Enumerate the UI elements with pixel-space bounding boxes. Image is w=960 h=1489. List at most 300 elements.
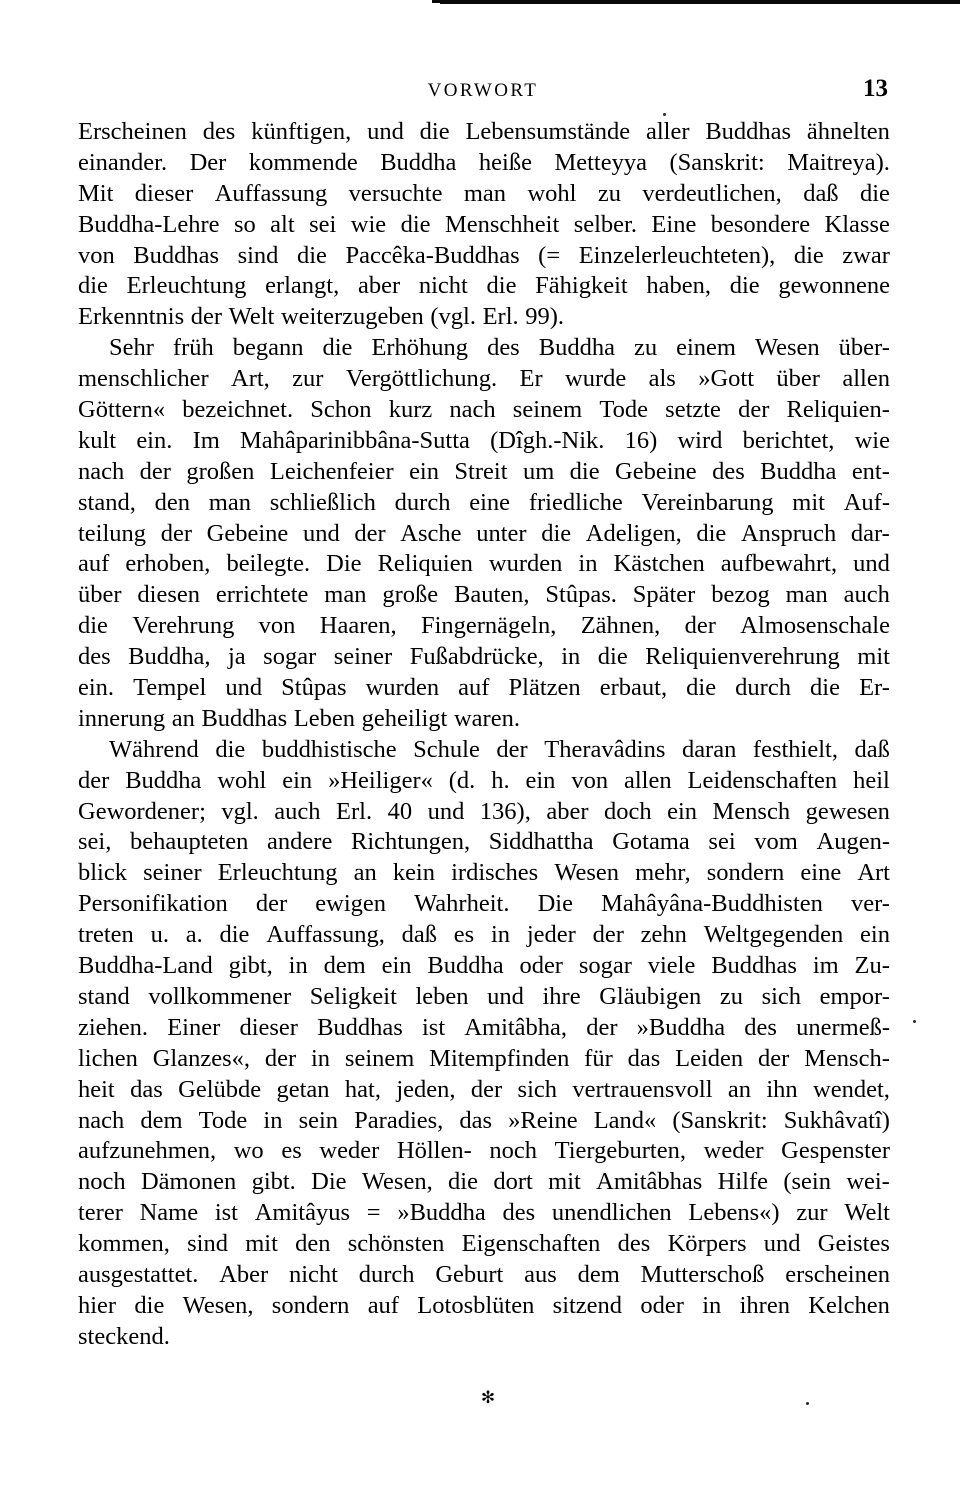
word: und: [763, 1230, 801, 1258]
word: aufzunehmen,: [78, 1137, 217, 1165]
word: weiterzugeben: [280, 303, 424, 331]
word: sich: [517, 1075, 558, 1103]
word: Reliquien: [377, 550, 473, 578]
word: aus: [524, 1260, 557, 1288]
word: weder: [703, 1137, 764, 1165]
word: sondern: [271, 1291, 350, 1319]
word: Theravâdins: [544, 735, 666, 763]
word: ewigen: [315, 890, 387, 918]
word: »Heiliger«: [328, 766, 433, 794]
word: unendlichen: [551, 1199, 672, 1227]
word: Buddha-Lehre: [78, 210, 220, 238]
word: die: [134, 1291, 165, 1319]
running-head-title: VORWORT: [427, 80, 539, 101]
word: Anspruch: [740, 519, 837, 547]
word: ein.: [78, 674, 115, 702]
word: heil: [853, 766, 890, 794]
text-line: [78, 611, 890, 642]
word: Erhöhung: [371, 334, 469, 362]
word: des: [202, 118, 236, 145]
word: die: [793, 241, 824, 269]
word: Menschheit: [444, 210, 560, 238]
word: wie: [854, 426, 890, 454]
word: (vgl.: [430, 303, 476, 331]
word: man: [324, 581, 367, 609]
word: jeder: [526, 921, 576, 949]
word: gibt.: [251, 1168, 296, 1196]
word: kommende: [248, 148, 358, 176]
word: Buddhas: [201, 704, 288, 732]
body-text-block: [78, 117, 890, 1353]
word: aller: [645, 118, 690, 145]
word: sitzend: [552, 1291, 623, 1319]
word: Almosenschale: [740, 612, 890, 640]
word: daß: [803, 179, 839, 207]
word: Wesen,: [361, 1168, 433, 1196]
word: »Reine: [508, 1106, 578, 1134]
word: stand,: [78, 488, 136, 516]
word: Siddhattha: [488, 828, 594, 856]
text-line: [78, 148, 890, 179]
word: die: [597, 643, 628, 671]
word: ent-: [851, 457, 890, 485]
word: erscheinen: [785, 1260, 890, 1288]
word: geheiligt: [361, 704, 448, 732]
word: 16): [624, 426, 658, 454]
word: seinem: [344, 1044, 415, 1072]
word: Art: [857, 859, 890, 887]
word: die: [729, 272, 760, 300]
word: (d.: [448, 766, 476, 794]
word: der: [354, 519, 386, 547]
word: empor-: [819, 982, 890, 1010]
word: Buddha: [760, 457, 837, 485]
word: erlangt,: [265, 272, 340, 300]
word: kein: [392, 859, 435, 887]
word: Sehr: [109, 334, 154, 362]
word: die: [78, 272, 108, 300]
word: dieser: [134, 179, 194, 207]
word: 40: [387, 797, 413, 825]
text-line: [78, 858, 890, 889]
word: Gebeine: [615, 457, 697, 485]
word: Erl.: [336, 797, 373, 825]
word: die: [541, 519, 572, 547]
word: in: [311, 1044, 331, 1072]
word: Haaren,: [319, 612, 397, 640]
word: Im: [192, 426, 220, 454]
word: über-: [838, 334, 890, 362]
word: Welt: [228, 303, 275, 331]
word: Asche: [400, 519, 462, 547]
word: die: [322, 334, 353, 362]
word: der: [586, 1013, 618, 1041]
word: =: [366, 1199, 381, 1227]
word: der: [684, 612, 716, 640]
word: um: [522, 457, 555, 485]
word: oder: [640, 1291, 684, 1319]
word: in: [702, 1291, 722, 1319]
word: Weltgegenden: [703, 921, 844, 949]
word: Gewordener;: [78, 797, 206, 825]
word: der: [160, 519, 192, 547]
word: wird: [677, 426, 723, 454]
word: ein: [860, 921, 890, 949]
word: Vergöttlichung.: [345, 365, 498, 393]
word: Während: [109, 735, 199, 763]
word: Augen-: [816, 828, 890, 856]
word: mit: [792, 488, 825, 516]
word: Mutterschoß: [640, 1260, 765, 1288]
word: des: [487, 334, 520, 362]
word: Buddha: [380, 148, 457, 176]
word: der: [470, 1075, 503, 1103]
word: an: [727, 1075, 752, 1103]
word: zehn: [640, 921, 687, 949]
word: kommen,: [78, 1230, 170, 1258]
word: von: [571, 766, 609, 794]
word: die: [569, 457, 600, 485]
word: treten: [78, 921, 134, 949]
scan-speck: [806, 1402, 809, 1405]
word: durch: [394, 488, 451, 516]
word: doch: [603, 797, 652, 825]
word: erhoben,: [125, 550, 211, 578]
word: Reliquienverehrung: [645, 643, 840, 671]
word: 136),: [479, 797, 531, 825]
word: zu: [633, 334, 658, 362]
word: zu: [597, 179, 621, 207]
word: andere: [267, 828, 333, 856]
word: »Buddha: [636, 1013, 726, 1041]
word: behaupteten: [130, 828, 249, 856]
word: Stûpas: [281, 674, 347, 702]
word: die: [78, 612, 108, 640]
word: besondere: [710, 210, 811, 238]
word: eine: [800, 859, 842, 887]
word: Hilfe: [717, 1168, 768, 1196]
word: Tode: [599, 396, 648, 424]
word: berichtet,: [742, 426, 835, 454]
word: Später: [632, 581, 696, 609]
text-line: [78, 519, 890, 550]
word: große: [382, 581, 439, 609]
word: Streit: [454, 457, 508, 485]
word: noch: [78, 1168, 126, 1196]
word: begann: [232, 334, 304, 362]
word: ähnelten: [806, 118, 890, 145]
word: a.: [185, 921, 203, 949]
word: als: [648, 365, 676, 393]
word: sind: [237, 241, 279, 269]
word: Geburt: [435, 1260, 504, 1288]
word: Buddha,: [128, 643, 211, 671]
word: weder: [319, 1137, 380, 1165]
word: des: [744, 1013, 777, 1041]
word: aufbewahrt,: [720, 550, 838, 578]
text-line: [78, 1013, 890, 1044]
word: Die: [537, 890, 573, 918]
word: h.: [491, 766, 510, 794]
word: Buddhas: [711, 952, 797, 980]
word: eine: [469, 488, 511, 516]
word: dem: [140, 1106, 183, 1134]
word: sei: [309, 210, 337, 238]
word: Mahâyâna-Buddhisten: [601, 890, 823, 918]
word: Dämonen: [140, 1168, 237, 1196]
word: auch: [843, 581, 890, 609]
text-line: [78, 271, 890, 302]
text-line: [78, 1322, 890, 1353]
word: wurde: [565, 365, 627, 393]
word: Gelübde: [178, 1075, 262, 1103]
word: hat,: [344, 1075, 381, 1103]
word: Glanzes«,: [152, 1044, 251, 1072]
word: sei: [708, 828, 736, 856]
word: festhielt,: [752, 735, 838, 763]
text-line: [78, 766, 890, 797]
word: Einer: [167, 1013, 221, 1041]
word: die: [686, 674, 717, 702]
word: man: [208, 488, 251, 516]
text-line: [78, 951, 890, 982]
word: vgl.: [221, 797, 259, 825]
word: irdisches: [451, 859, 539, 887]
text-line: [78, 1198, 890, 1229]
word: Metteyya: [554, 148, 647, 176]
word: »Buddha: [397, 1199, 486, 1227]
word: buddhistische: [261, 735, 397, 763]
word: auf: [367, 1291, 399, 1319]
word: dem: [577, 1260, 620, 1288]
word: dar-: [850, 519, 890, 547]
word: Personifikation: [78, 890, 228, 918]
word: über: [78, 581, 122, 609]
word: man: [785, 581, 828, 609]
word: Paradies,: [354, 1106, 444, 1134]
word: Göttern«: [78, 396, 166, 424]
word: Erleuchtung: [126, 272, 247, 300]
word: der: [757, 1044, 790, 1072]
word: gewonnene: [778, 272, 890, 300]
word: nach: [449, 396, 496, 424]
word: Gebeine: [206, 519, 289, 547]
word: »Gott: [698, 365, 755, 393]
word: zu: [719, 982, 743, 1010]
word: der: [78, 766, 110, 794]
word: allen: [624, 766, 672, 794]
word: vollkommener: [148, 982, 292, 1010]
word: friedliche: [528, 488, 623, 516]
word: Erl.: [482, 303, 519, 331]
word: in: [578, 550, 598, 578]
word: oder: [519, 952, 563, 980]
word: errichtete: [215, 581, 309, 609]
word: bezeichnet.: [182, 396, 294, 424]
word: Sukhâvatî): [783, 1106, 890, 1134]
word: ein: [409, 457, 439, 485]
word: von: [78, 241, 115, 269]
word: des: [78, 643, 111, 671]
word: Buddhas: [133, 241, 220, 269]
word: einander.: [78, 148, 168, 176]
word: Erleuchtung: [217, 859, 338, 887]
word: Gespenster: [781, 1137, 890, 1165]
word: daß: [854, 735, 890, 763]
word: daß: [401, 921, 438, 949]
word: so: [233, 210, 256, 238]
word: ziehen.: [78, 1013, 149, 1041]
word: Auf-: [843, 488, 890, 516]
word: Erkenntnis: [78, 303, 185, 331]
word: und: [302, 519, 340, 547]
word: Körpers: [667, 1230, 747, 1258]
word: auf: [458, 674, 490, 702]
text-line: [78, 1044, 890, 1075]
word: großen: [186, 457, 255, 485]
word: ausgestattet.: [78, 1260, 199, 1288]
text-line: [78, 302, 890, 333]
text-line: [78, 673, 890, 704]
word: Die: [311, 1168, 347, 1196]
word: an: [353, 859, 377, 887]
word: mehr,: [635, 859, 691, 887]
word: Leidenschaften: [687, 766, 838, 794]
word: des: [712, 457, 745, 485]
word: Einzelerleuchteten),: [578, 241, 776, 269]
word: Lotosblüten: [417, 1291, 535, 1319]
text-line: [78, 827, 890, 858]
word: in: [263, 1106, 283, 1134]
word: Die: [326, 550, 362, 578]
word: ein.: [136, 426, 173, 454]
word: die: [400, 210, 431, 238]
word: Plätzen: [508, 674, 581, 702]
word: im: [812, 952, 839, 980]
word: Er-: [859, 674, 890, 702]
word: wohl: [527, 179, 577, 207]
word: des: [617, 1230, 651, 1258]
word: (Dîgh.-Nik.: [490, 426, 605, 454]
word: Erscheinen: [78, 118, 187, 145]
word: kurz: [388, 396, 433, 424]
word: nach: [78, 1106, 125, 1134]
word: sind: [187, 1230, 228, 1258]
word: wo: [233, 1137, 264, 1165]
word: über: [776, 365, 820, 393]
word: wei-: [846, 1168, 890, 1196]
word: Aber: [219, 1260, 269, 1288]
word: heiße: [478, 148, 532, 176]
word: Zu-: [854, 952, 890, 980]
word: Seligkeit: [309, 982, 397, 1010]
word: diesen: [137, 581, 201, 609]
word: jeden,: [396, 1075, 456, 1103]
text-line: [78, 704, 890, 735]
word: unermeß-: [796, 1013, 890, 1041]
text-line: [78, 117, 890, 148]
word: Mit: [78, 179, 114, 207]
scan-speck: [913, 1020, 916, 1023]
word: Paccêka-Buddhas: [345, 241, 520, 269]
text-line: [78, 920, 890, 951]
ornament-glyph: ✻: [480, 1388, 496, 1407]
word: gibt,: [228, 952, 273, 980]
word: teilung: [78, 519, 147, 547]
word: Adeligen,: [585, 519, 682, 547]
word: Eigenschaften: [461, 1230, 601, 1258]
text-line: [78, 488, 890, 519]
word: (Sanskrit:: [669, 148, 765, 176]
word: 99).: [525, 303, 565, 331]
word: Eine: [651, 210, 697, 238]
word: seinem: [512, 396, 583, 424]
word: erbaut,: [599, 674, 668, 702]
word: ja: [227, 643, 246, 671]
word: Er: [519, 365, 543, 393]
word: (=: [538, 241, 561, 269]
word: stand: [78, 982, 130, 1010]
word: und: [367, 118, 404, 145]
word: Kästchen: [613, 550, 705, 578]
word: von: [258, 612, 296, 640]
word: Auffassung: [214, 179, 328, 207]
word: Zähnen,: [580, 612, 661, 640]
word: Mahâparinibbâna-Sutta: [239, 426, 470, 454]
word: ein: [525, 766, 556, 794]
word: an: [171, 704, 195, 732]
word: Richtungen,: [350, 828, 471, 856]
word: Reliquien-: [786, 396, 890, 424]
word: des: [502, 1199, 536, 1227]
word: ihren: [739, 1291, 790, 1319]
word: die: [486, 272, 517, 300]
word: der: [190, 303, 223, 331]
word: für: [584, 1044, 613, 1072]
text-line: [78, 1075, 890, 1106]
text-line: [78, 735, 890, 766]
word: die: [215, 735, 246, 763]
word: ist: [422, 1013, 446, 1041]
word: Der: [189, 148, 227, 176]
word: aber: [357, 272, 401, 300]
word: Leichenfeier: [269, 457, 394, 485]
word: sich: [761, 982, 802, 1010]
word: (Sanskrit:: [672, 1106, 768, 1134]
word: durch: [358, 1260, 415, 1288]
word: dieser: [239, 1013, 298, 1041]
text-line: [78, 580, 890, 611]
word: sogar: [263, 643, 317, 671]
word: sei,: [78, 828, 112, 856]
word: Mensch: [712, 797, 791, 825]
word: die: [448, 1168, 478, 1196]
word: vom: [754, 828, 798, 856]
word: wie: [350, 210, 387, 238]
page-number: 13: [863, 75, 888, 102]
word: Mitempfinden: [429, 1044, 570, 1072]
running-head: [78, 75, 888, 110]
word: noch: [489, 1137, 537, 1165]
word: verdeutlichen,: [642, 179, 782, 207]
word: Fingernägeln,: [420, 612, 557, 640]
word: Auffassung,: [266, 921, 385, 949]
word: die: [419, 118, 450, 145]
word: Schon: [310, 396, 372, 424]
word: Buddhas: [705, 118, 792, 145]
word: in: [288, 952, 308, 980]
word: ein: [282, 766, 313, 794]
